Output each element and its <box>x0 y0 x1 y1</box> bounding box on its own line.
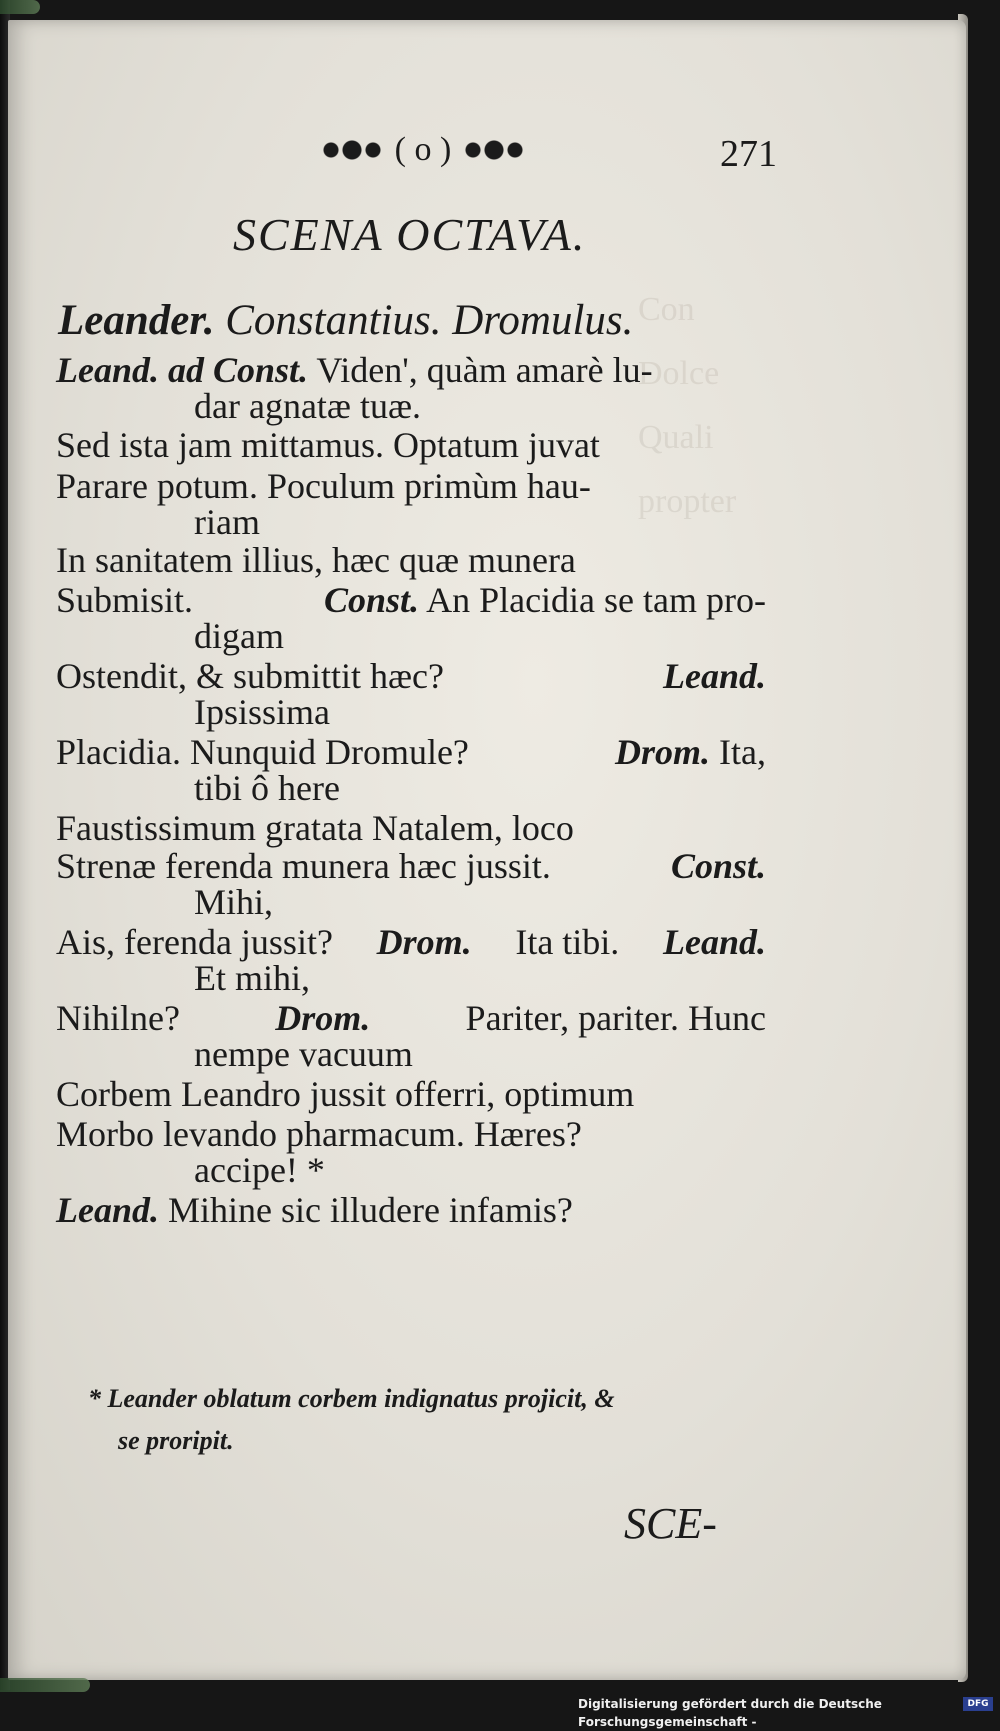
bookmark-thread <box>0 1678 90 1692</box>
digitization-credit: Digitalisierung gefördert durch die Deutsche Forschungsgemeinschaft - <box>578 1697 882 1729</box>
verse-line <box>56 846 766 886</box>
cast-member: Constantius. <box>225 297 442 344</box>
footnote <box>88 1378 768 1462</box>
verse-line: In sanitatem illius, hæc quæ munera <box>56 540 576 580</box>
right-ornament-icon <box>463 137 525 163</box>
verse-line <box>56 922 766 962</box>
verse-line <box>56 580 766 620</box>
verse-text: Mihine sic illudere infamis? <box>168 1190 573 1230</box>
cast-member: Dromulus. <box>452 297 634 344</box>
verse-line: tibi ô here <box>194 768 340 808</box>
verse-text: An Placidia se tam pro- <box>426 580 766 620</box>
verse-line <box>56 656 766 696</box>
speaker-label: Leand. <box>663 922 766 962</box>
speaker-label: Leand. ad Const. <box>56 350 309 390</box>
page-number: 271 <box>720 133 777 175</box>
verse-line: Corbem Leandro jussit offerri, optimum <box>56 1074 635 1114</box>
bookmark-thread <box>0 0 40 14</box>
dfg-logo: DFG <box>963 1697 993 1711</box>
speaker-label: Drom. <box>275 998 371 1038</box>
verse-text: Placidia. Nunquid Dromule? <box>56 732 469 772</box>
verse-text: Ita tibi. <box>515 922 620 962</box>
verse-line: dar agnatæ tuæ. <box>194 386 421 426</box>
verse-line: Mihi, <box>194 882 274 922</box>
show-through-text: Con Dolce Quali propter <box>638 291 737 520</box>
verse-text: Pariter, pariter. Hunc <box>465 998 766 1038</box>
verse-text: Nihilne? <box>56 998 180 1038</box>
footnote-line: se proripit. <box>118 1426 234 1455</box>
speaker-label: Const. <box>670 846 766 886</box>
verse-line: Morbo levando pharmacum. Hæres? <box>56 1114 582 1154</box>
verse-line: nempe vacuum <box>194 1034 413 1074</box>
verse-text: Viden', quàm amarè lu- <box>316 350 653 390</box>
speaker-label: Leand. <box>663 656 766 696</box>
cast-member: Leander. <box>58 297 215 344</box>
verse-line <box>56 732 766 772</box>
verse-line: digam <box>194 616 284 656</box>
verse-line: Ipsissima <box>194 692 331 732</box>
verse-line: Faustissimum gratata Natalem, loco <box>56 808 574 848</box>
verse-line: Et mihi, <box>194 958 310 998</box>
verse-line <box>56 350 766 390</box>
verse-text: Ais, ferenda jussit? <box>56 922 333 962</box>
book-page <box>8 20 966 1680</box>
verse-text: Strenæ ferenda munera hæc jussit. <box>56 846 551 886</box>
verse-text: Ita, <box>719 732 766 772</box>
verse-line: Parare potum. Poculum primùm hau- <box>56 466 591 506</box>
left-ornament-icon <box>321 137 383 163</box>
speaker-label: Leand. <box>56 1190 159 1230</box>
verse-line: accipe! * <box>194 1150 325 1190</box>
verse-line <box>56 998 766 1038</box>
speaker-label: Const. <box>324 580 420 620</box>
catchword: SCE- <box>624 1499 717 1548</box>
running-head-text: ( o ) <box>394 131 452 168</box>
footnote-line: * Leander oblatum corbem indignatus projicit, & <box>88 1384 615 1413</box>
verse-line <box>56 1190 766 1230</box>
verse-text: Ostendit, & submittit hæc? <box>56 656 444 696</box>
scene-title: SCENA OCTAVA. <box>233 209 587 260</box>
verse-line: Sed ista jam mittamus. Optatum juvat <box>56 425 600 465</box>
cast-list <box>58 296 633 345</box>
verse-text: Submisit. <box>56 580 194 620</box>
running-head <box>273 128 573 172</box>
speaker-label: Drom. <box>376 922 472 962</box>
speaker-label: Drom. <box>615 732 711 772</box>
verse-line: riam <box>194 502 260 542</box>
